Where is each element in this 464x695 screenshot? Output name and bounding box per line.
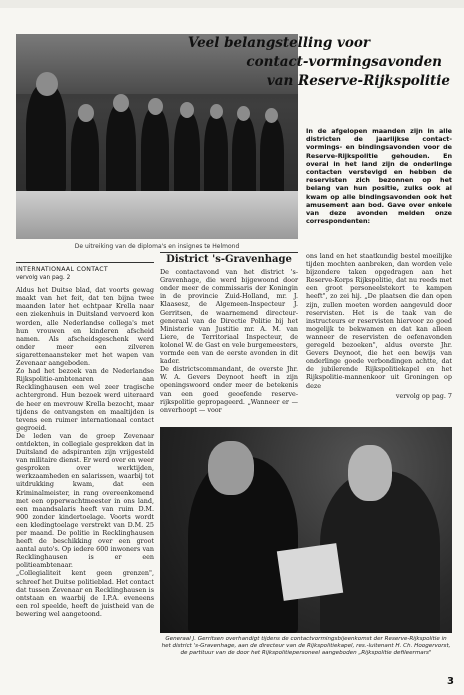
title-line-2: contact-vormingsavonden: [246, 54, 442, 70]
paragraph: Zo had het bezoek van de Nederlandse Rijkspolitie-ambtenaren aan Recklinghausen een wel zeer tragische achtergrond. Hun bezoek werd uiteraard de heer en mevrouw Krella bezocht, maar tijdens de ontvangsten en maaltijden is tevens een ruimer internationaal contact gegroeid.: [16, 367, 154, 432]
figure-head: [348, 445, 392, 501]
paragraph: De contactavond van het district 's-Gravenhage, die werd bijgewoond door onder meer de commissaris der Koningin in de provincie Zuid-Holland, mr. J. Klaasesz, de Algemeen-Inspecteur J. Gerritsen, de waarnemend directeur-generaal van de Directie Politie bij het Ministerie van Justitie mr. A. M. van Liere, de Territoriaal Inspecteur, de kolonel W. de Gast en vele burgemeesters, vormde een van de eerste avonden in dit kader.: [160, 268, 298, 366]
intro-text: In de afgelopen maanden zijn in alle districten de jaarlijkse contact- vormings- en bindingsavonden voor de Reserve-Rijkspolitie gehouden. En overal in het land zijn de onderlinge contacten verstevigd en hebben de reservisten zich bezonnen op het belang van hun positie, zulks ook al kwam op alle bindingsavonden ook het amusement aan bod. Gave over enkele van deze avonden melden onze correspondenten:: [306, 127, 452, 226]
paragraph: Aldus het Duitse blad, dat voorts gewag maakt van het feit, dat ten bijna twee maanden later het echtpaar Krella naar een ziekenhuis in Duitsland vervoerd kon worden, alle Nederlandse collega's met hun vrouwen en kinderen afscheid namen. Als afscheidsgeschenk werd onder meer een zilveren sigarettenaansteker met het wapen van Zevenaar aangeboden.: [16, 286, 154, 368]
middle-column: [160, 252, 298, 414]
top-strip: [0, 0, 464, 8]
right-column: [306, 252, 452, 400]
figure: [141, 108, 169, 204]
paragraph: ons land en het staatkundig bestel moeilijke tijden mochten aanbreken, dan worden vele bijzondere taken opgedragen aan het Reserve-Korps Rijkspolitie, dat nu reeds met een groot personeelstekort te kampen heeft", zo zei hij. „De plaatsen die dan open zijn, zullen moeten worden aangevuld door reservisten. Het is de taak van de instructeurs er reservisten hiervoor zo goed mogelijk te bekwamen en dat kan alleen wanneer de reservisten de oefenavonden geregeld bezoeken", aldus overste Jhr. Gevers Deynoot, die het een bewijs van onderlinge goede verbondingen achtte, dat de jubilerende Rijkspolitiekapel en het Rijkspolitie-mannenkoor uit Groningen op deze: [306, 252, 452, 390]
figure-head: [36, 72, 58, 96]
paragraph: „Collegialiteit kent geen grenzen", schreef het Duitse politieblad. Het contact dat tussen Zevenaar en Recklinghausen is ontstaan en waarbij de I.P.A. eveneens een rol speelde, heeft de juistheid van de bewering wel aangetoond.: [16, 569, 154, 618]
figure-head: [237, 106, 250, 121]
figure-head: [265, 108, 278, 123]
photo-presentation: [160, 427, 452, 633]
photo-caption: Generaal J. Gerritsen overhandigt tijdens de contactvormingsbijeenkomst der Reserve-Rijkspolitie in het district 's-Gravenhage, aan de directeur van de Rijkspolitiekapel, res.-luitenant H. Ch. Hoogervorst, de partituur van de door het Rijkspolitiepersoneel aangeboden „Rijkspolitie defileermars": [161, 636, 451, 656]
paragraph: De leden van de groep Zevenaar ontdekten, in collegiale gesprekken dat in Duitsland de adspiranten zijn vrijgesteld van militaire dienst. Er werd over en weer gesproken over werktijden, werkzaamheden en salarissen, waarbij tot uitdrukking kwam, dat een Kriminalmeister, in rang overeenkomend met een opperwachtmeester in ons land, een maandsalaris heeft van ruim D.M. 900 zonder kindertoelage. Voorts wordt een kledingtoelage verstrekt van D.M. 25 per maand. De politie in Recklinghausen heeft de beschikking over een groot aantal auto's. Op iedere 600 inwoners van Recklinghausen is er een politieambtenaar.: [16, 431, 154, 570]
figure-head: [113, 94, 129, 112]
photo-caption: De uitreiking van de diploma's en insignes te Helmond: [74, 243, 240, 250]
column-rule: [16, 262, 154, 263]
figure-head: [148, 98, 163, 115]
left-column: [16, 262, 154, 618]
article-title: [160, 34, 450, 91]
title-line-3: van Reserve-Rijkspolitie: [266, 73, 450, 89]
intro-paragraph: [306, 127, 452, 225]
figure-head: [210, 104, 223, 119]
paragraph: De districtscommandant, de overste Jhr. W. A. Gevers Deynoot heeft in zijn openingswoord onder meer de betekenis van een goed geoefende reserve-rijkspolitie gepropageerd. „Wanneer er — onverhoopt — voor: [160, 365, 298, 414]
page-number: 3: [447, 676, 454, 687]
section-subheading: vervolg van pag. 2: [16, 275, 71, 282]
figure-head: [180, 102, 194, 118]
column-rule: [160, 252, 298, 253]
figure-head: [208, 441, 254, 495]
table-with-diplomas: [16, 191, 298, 239]
score-document: [277, 543, 343, 601]
district-heading: District 's-Gravenhage: [166, 254, 292, 265]
figure: [106, 104, 136, 204]
figure: [26, 84, 66, 194]
section-heading: INTERNATIONAAL CONTACT: [16, 266, 108, 273]
title-line-1: Veel belangstelling voor: [187, 35, 370, 51]
continued-note: vervolg op pag. 7: [395, 391, 452, 400]
figure-head: [78, 104, 94, 122]
